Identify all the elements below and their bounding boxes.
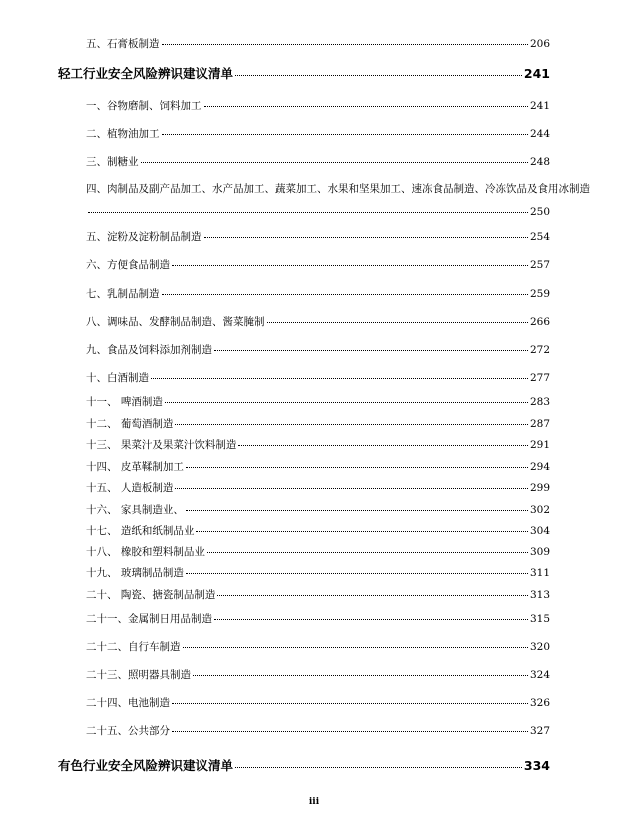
dot-leader xyxy=(162,294,528,295)
toc-entry-page: 294 xyxy=(529,461,550,473)
dot-leader xyxy=(162,44,528,45)
toc-entry-label: 十九、 玻璃制品制造 xyxy=(86,567,184,579)
toc-entry-page: 315 xyxy=(529,613,550,625)
toc-section-label: 轻工行业安全风险辨识建议清单 xyxy=(58,66,234,81)
dot-leader xyxy=(214,619,528,620)
toc-entry xyxy=(86,342,550,357)
toc-entry-page: 257 xyxy=(529,259,550,271)
dot-leader xyxy=(204,237,528,238)
toc-entry-label: 六、方便食品制造 xyxy=(86,259,170,271)
toc-section-page: 334 xyxy=(523,758,550,773)
toc-entry xyxy=(86,370,550,385)
toc-entry xyxy=(86,544,550,559)
toc-entry-label: 七、乳制品制造 xyxy=(86,288,160,300)
dot-leader xyxy=(88,212,528,213)
toc-entry-label: 十、白酒制造 xyxy=(86,372,149,384)
toc-entry-label: 九、食品及饲料添加剂制造 xyxy=(86,344,212,356)
toc-section-heading xyxy=(58,756,550,774)
toc-entry-label: 二十五、公共部分 xyxy=(86,725,170,737)
toc-entry-label: 十六、 家具制造业、 xyxy=(86,504,184,516)
toc-entry-page: 313 xyxy=(529,589,550,601)
toc-entry-label: 十七、 造纸和纸制品业 xyxy=(86,525,195,537)
dot-leader xyxy=(175,488,528,489)
toc-entry-page: 259 xyxy=(529,288,550,300)
dot-leader xyxy=(196,531,528,532)
dot-leader xyxy=(172,703,528,704)
dot-leader xyxy=(186,510,528,511)
toc-entry-continuation xyxy=(86,206,550,218)
toc-entry-page: 291 xyxy=(529,439,550,451)
toc-entry-label: 十五、 人造板制造 xyxy=(86,482,174,494)
toc-entry-label: 十四、 皮革鞣制加工 xyxy=(86,461,184,473)
toc-entry-label: 五、淀粉及淀粉制品制造 xyxy=(86,231,202,243)
dot-leader xyxy=(151,378,528,379)
toc-entry-page: 311 xyxy=(529,567,550,579)
toc-entry xyxy=(86,480,550,495)
toc-section-page: 241 xyxy=(523,66,550,81)
dot-leader xyxy=(186,467,528,468)
toc-entry xyxy=(86,154,550,169)
toc-entry xyxy=(86,36,550,51)
toc-entry xyxy=(86,286,550,301)
toc-entry-label: 三、制糖业 xyxy=(86,156,139,168)
toc-entry-label: 四、肉制品及副产品加工、水产品加工、蔬菜加工、水果和坚果加工、速冻食品制造、冷冻饮品及食用冰制造 xyxy=(86,183,590,195)
toc-entry-label: 二十二、自行车制造 xyxy=(86,641,181,653)
toc-entry-label: 一、谷物磨制、饲料加工 xyxy=(86,100,202,112)
toc-entry xyxy=(86,394,550,409)
toc-section-heading xyxy=(58,64,550,82)
dot-leader xyxy=(238,445,528,446)
dot-leader xyxy=(193,675,528,676)
toc-entry-page: 287 xyxy=(529,418,550,430)
toc-entry-label: 二、植物油加工 xyxy=(86,128,160,140)
dot-leader xyxy=(217,595,528,596)
dot-leader xyxy=(183,647,528,648)
toc-entry xyxy=(86,126,550,141)
dot-leader xyxy=(141,162,528,163)
toc-entry xyxy=(86,437,550,452)
dot-leader xyxy=(207,552,528,553)
toc-entry xyxy=(86,611,550,626)
toc-entry-label: 二十三、照明器具制造 xyxy=(86,669,191,681)
toc-entry xyxy=(86,565,550,580)
toc-entry-page: 299 xyxy=(529,482,550,494)
toc-entry xyxy=(86,502,550,517)
toc-entry xyxy=(86,257,550,272)
toc-entry-page: 244 xyxy=(529,128,550,140)
dot-leader xyxy=(165,402,528,403)
toc-entry-page: 324 xyxy=(529,669,550,681)
toc-entry-label: 二十四、电池制造 xyxy=(86,697,170,709)
toc-entry xyxy=(86,639,550,654)
toc-entry-page: 250 xyxy=(529,206,550,218)
toc-entry-page: 320 xyxy=(529,641,550,653)
dot-leader xyxy=(235,75,522,76)
dot-leader xyxy=(267,322,528,323)
toc-entry-label: 十一、 啤酒制造 xyxy=(86,396,163,408)
toc-entry xyxy=(86,229,550,244)
toc-entry-page: 206 xyxy=(529,38,550,50)
toc-entry xyxy=(86,98,550,113)
toc-entry-label: 十三、 果菜汁及果菜汁饮料制造 xyxy=(86,439,237,451)
dot-leader xyxy=(172,265,528,266)
toc-entry-page: 304 xyxy=(529,525,550,537)
dot-leader xyxy=(175,424,528,425)
toc-entry-page: 309 xyxy=(529,546,550,558)
dot-leader xyxy=(214,350,528,351)
toc-entry-page: 248 xyxy=(529,156,550,168)
toc-entry-page: 327 xyxy=(529,725,550,737)
toc-entry-page: 302 xyxy=(529,504,550,516)
dot-leader xyxy=(186,573,528,574)
toc-entry-page: 254 xyxy=(529,231,550,243)
toc-entry xyxy=(86,314,550,329)
toc-entry-label: 五、石膏板制造 xyxy=(86,38,160,50)
toc-entry-page: 277 xyxy=(529,372,550,384)
toc-entry-page: 241 xyxy=(529,100,550,112)
toc-entry-label: 二十、 陶瓷、搪瓷制品制造 xyxy=(86,589,216,601)
toc-entry-page: 272 xyxy=(529,344,550,356)
toc-entry xyxy=(86,723,550,738)
toc-entry xyxy=(86,667,550,682)
dot-leader xyxy=(235,767,522,768)
toc-entry xyxy=(86,587,550,602)
dot-leader xyxy=(204,106,528,107)
toc-entry xyxy=(86,523,550,538)
toc-entry xyxy=(86,416,550,431)
page-footer-number: iii xyxy=(308,797,320,807)
toc-entry-label: 十二、 葡萄酒制造 xyxy=(86,418,174,430)
toc-entry-label: 八、调味品、发酵制品制造、酱菜腌制 xyxy=(86,316,265,328)
toc-entry-page: 283 xyxy=(529,396,550,408)
toc-entry xyxy=(86,459,550,474)
dot-leader xyxy=(172,731,528,732)
toc-entry-page: 326 xyxy=(529,697,550,709)
toc-entry-label: 十八、 橡胶和塑料制品业 xyxy=(86,546,205,558)
toc-entry-label: 二十一、金属制日用品制造 xyxy=(86,613,212,625)
toc-section-label: 有色行业安全风险辨识建议清单 xyxy=(58,758,234,773)
dot-leader xyxy=(162,134,528,135)
toc-entry-page: 266 xyxy=(529,316,550,328)
toc-entry xyxy=(86,695,550,710)
